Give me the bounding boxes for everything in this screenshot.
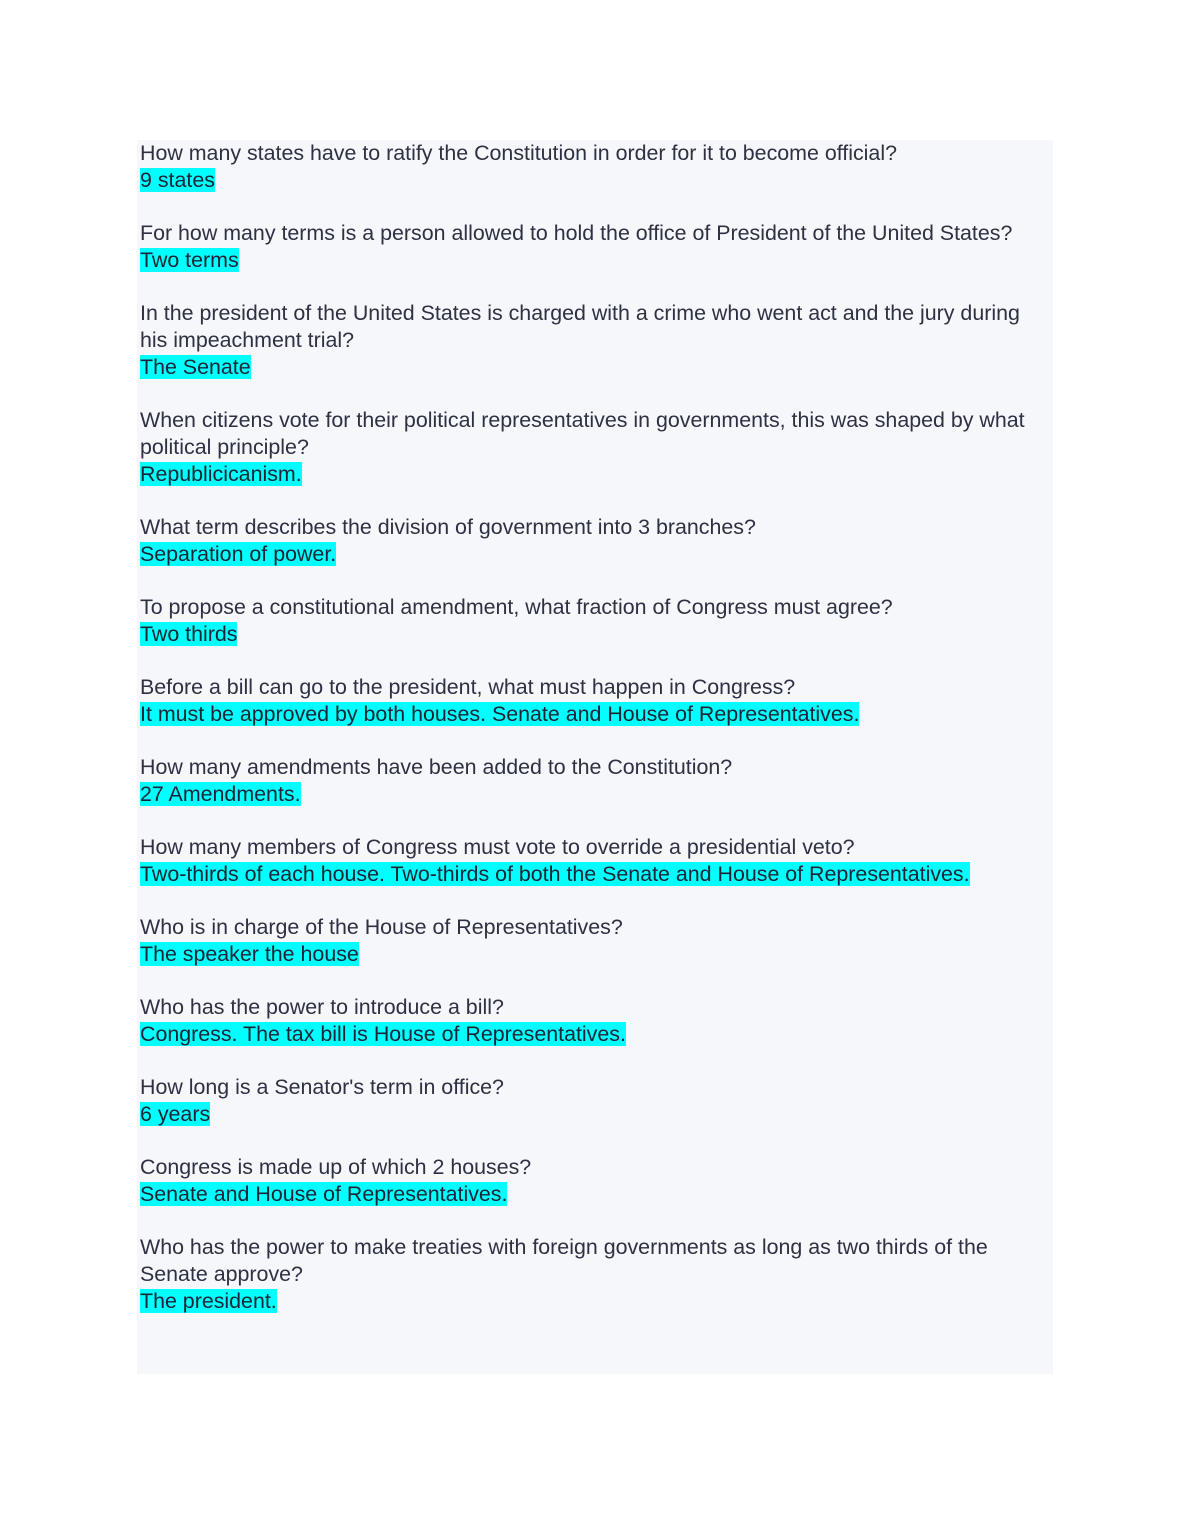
highlighted-answer: Senate and House of Representatives. [140,1182,508,1206]
question-text: To propose a constitutional amendment, what fraction of Congress must agree? [140,595,893,619]
answer-line [140,861,1053,888]
answer-line [140,1101,1053,1128]
question-text: In the president of the United States is charged with a crime who went act and the jury during his impeachment trial? [140,301,1020,352]
question-text: Who has the power to introduce a bill? [140,995,504,1019]
highlighted-answer: 27 Amendments. [140,782,301,806]
answer-line [140,541,1053,568]
highlighted-answer: Two-thirds of each house. Two-thirds of both the Senate and House of Representatives. [140,862,970,886]
question-text: Who is in charge of the House of Representatives? [140,915,623,939]
qa-item [140,140,1053,194]
answer-line [140,167,1053,194]
answer-line [140,701,1053,728]
answer-line [140,354,1053,381]
qa-content-block [137,140,1053,1374]
qa-item [140,407,1053,488]
qa-item [140,674,1053,728]
answer-line [140,621,1053,648]
answer-line [140,461,1053,488]
highlighted-answer: The president. [140,1289,277,1313]
question-text: How long is a Senator's term in office? [140,1075,504,1099]
highlighted-answer: Congress. The tax bill is House of Representatives. [140,1022,626,1046]
question-text: Congress is made up of which 2 houses? [140,1155,532,1179]
highlighted-answer: The Senate [140,355,251,379]
qa-item [140,1234,1053,1315]
highlighted-answer: The speaker the house [140,942,359,966]
qa-list [140,140,1053,1315]
qa-item [140,1154,1053,1208]
answer-line [140,941,1053,968]
answer-line [140,1181,1053,1208]
highlighted-answer: It must be approved by both houses. Senate and House of Representatives. [140,702,860,726]
highlighted-answer: Separation of power. [140,542,337,566]
question-text: Before a bill can go to the president, what must happen in Congress? [140,675,796,699]
question-text: What term describes the division of government into 3 branches? [140,515,756,539]
qa-item [140,220,1053,274]
qa-item [140,514,1053,568]
highlighted-answer: Two thirds [140,622,238,646]
answer-line [140,1021,1053,1048]
qa-item [140,594,1053,648]
answer-line [140,1288,1053,1315]
highlighted-answer: Republicicanism. [140,462,302,486]
highlighted-answer: 6 years [140,1102,211,1126]
question-text: How many amendments have been added to the Constitution? [140,755,733,779]
question-text: For how many terms is a person allowed to hold the office of President of the United States? [140,221,1013,245]
highlighted-answer: Two terms [140,248,239,272]
question-text: How many members of Congress must vote to override a presidential veto? [140,835,855,859]
question-text: When citizens vote for their political representatives in governments, this was shaped by what political principle? [140,408,1025,459]
qa-item [140,994,1053,1048]
qa-item [140,754,1053,808]
question-text: Who has the power to make treaties with foreign governments as long as two thirds of the Senate approve? [140,1235,988,1286]
qa-item [140,300,1053,381]
answer-line [140,247,1053,274]
answer-line [140,781,1053,808]
qa-item [140,914,1053,968]
question-text: How many states have to ratify the Constitution in order for it to become official? [140,141,897,165]
qa-item [140,1074,1053,1128]
qa-item [140,834,1053,888]
highlighted-answer: 9 states [140,168,215,192]
